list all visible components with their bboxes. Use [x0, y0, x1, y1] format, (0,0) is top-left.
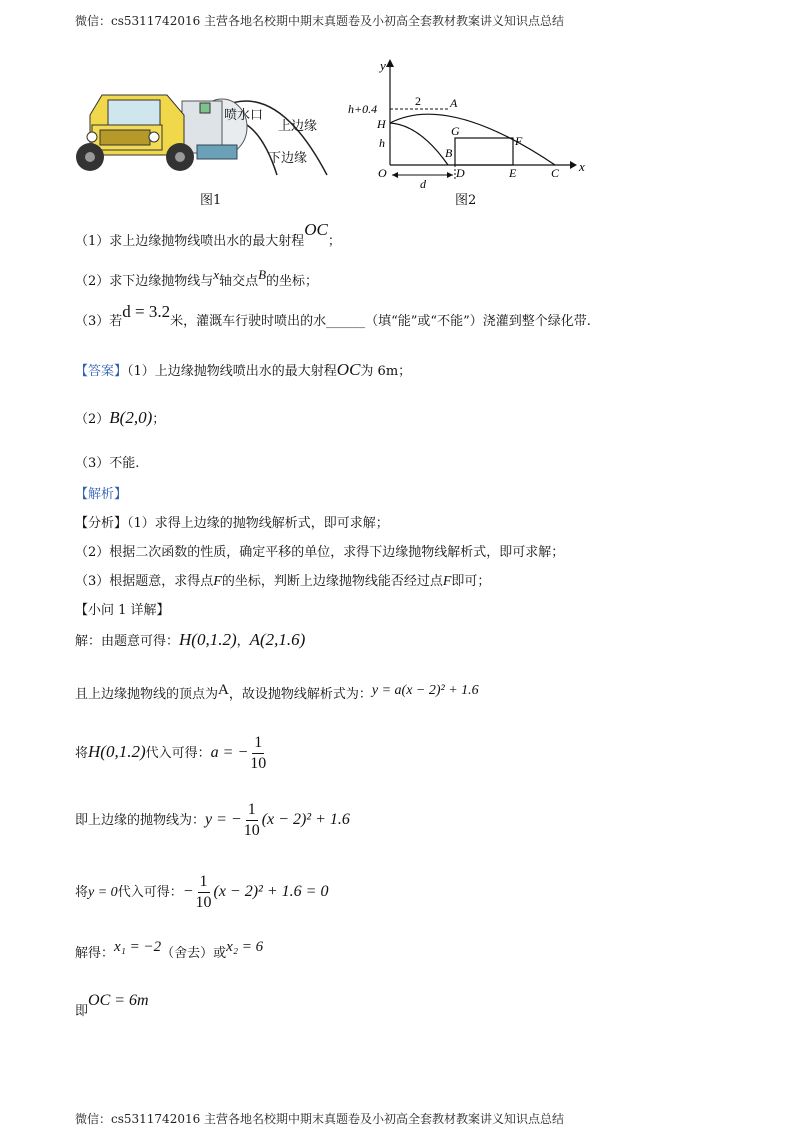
label-F: F — [515, 134, 523, 148]
subquestion-1-heading: 【小问 1 详解】 — [75, 603, 170, 618]
solution-step-5: 将y = 0代入可得：− $\frac{1}{10}$ (x − 2)² + 1.6 = 0 — [75, 873, 329, 911]
label-d: d — [420, 177, 426, 190]
solution-step-1: 解：由题意可得：H(0,1.2)，A(2,1.6) — [75, 630, 306, 649]
lower-parabola — [390, 123, 448, 165]
question-1: （1）求上边缘抛物线喷出水的最大射程OC； — [75, 220, 341, 249]
question-3: （3）若d = 3.2米，灌溉车行驶时喷出的水______（填“能”或“不能”）浇灌到整个绿化带. — [75, 302, 591, 329]
figure1-caption: 图1 — [200, 193, 222, 208]
label-H: H — [377, 117, 386, 131]
label-x: x — [579, 159, 585, 174]
analysis-tag: 【解析】 — [75, 487, 128, 502]
label-D: D — [456, 166, 465, 180]
solution-step-3: 将H(0,1.2)代入可得：a = − $\frac{1}{10}$ — [75, 734, 267, 772]
label-h: h — [379, 136, 385, 150]
figure2-parabola-diagram — [345, 55, 585, 190]
green-belt-rectangle — [455, 138, 513, 165]
upper-parabola — [390, 114, 555, 165]
page-header: 微信：cs5311742016 主营各地名校期中期末真题卷及小初高全套教材教案讲义知识点总结 — [75, 14, 565, 28]
solution-step-2: 且上边缘抛物线的顶点为A，故设抛物线解析式为：y = a(x − 2)² + 1.6 — [75, 682, 479, 702]
page-footer: 微信：cs5311742016 主营各地名校期中期末真题卷及小初高全套教材教案讲义知识点总结 — [75, 1112, 565, 1126]
label-y: y — [380, 58, 386, 73]
solution-step-6: 解得：x₁ = −2（舍去）或x₂ = 6 — [75, 939, 264, 961]
question-2: （2）求下边缘抛物线与x轴交点B的坐标； — [75, 267, 319, 289]
figure2-caption: 图2 — [455, 193, 477, 208]
answer-line-3: （3）不能. — [75, 456, 140, 471]
analysis-fenxi-2: （2）根据二次函数的性质，确定平移的单位，求得下边缘抛物线解析式，即可求解； — [75, 545, 565, 560]
solution-step-4: 即上边缘的抛物线为：y = − $\frac{1}{10}$ (x − 2)² + 1.6 — [75, 801, 350, 839]
label-A: A — [450, 96, 458, 110]
label-h-plus: h+0.4 — [348, 102, 378, 116]
figure1-label-nozzle: 喷水口 — [224, 108, 264, 123]
label-B: B — [445, 146, 453, 160]
analysis-fenxi-3: （3）根据题意，求得点F的坐标，判断上边缘抛物线能否经过点F即可； — [75, 574, 491, 589]
label-2: 2 — [415, 94, 421, 108]
figure1-label-upper-edge: 上边缘 — [278, 119, 318, 134]
label-C: C — [551, 166, 560, 180]
analysis-fenxi-1: 【分析】（1）求得上边缘的抛物线解析式，即可求解； — [75, 516, 389, 531]
label-G: G — [451, 124, 460, 138]
answer-line-1: 【答案】（1）上边缘抛物线喷出水的最大射程OC为 6m； — [75, 360, 412, 379]
label-E: E — [509, 166, 517, 180]
fraction-one-tenth: $\frac{1}{10}$ — [250, 734, 267, 772]
fraction-one-tenth: $\frac{1}{10}$ — [195, 873, 212, 911]
fraction-one-tenth: $\frac{1}{10}$ — [243, 801, 260, 839]
answer-line-2: （2）B(2,0)； — [75, 408, 166, 427]
figure1-label-lower-edge: 下边缘 — [268, 151, 308, 166]
label-O: O — [378, 166, 387, 180]
solution-step-7: 即OC = 6m — [75, 992, 149, 1019]
